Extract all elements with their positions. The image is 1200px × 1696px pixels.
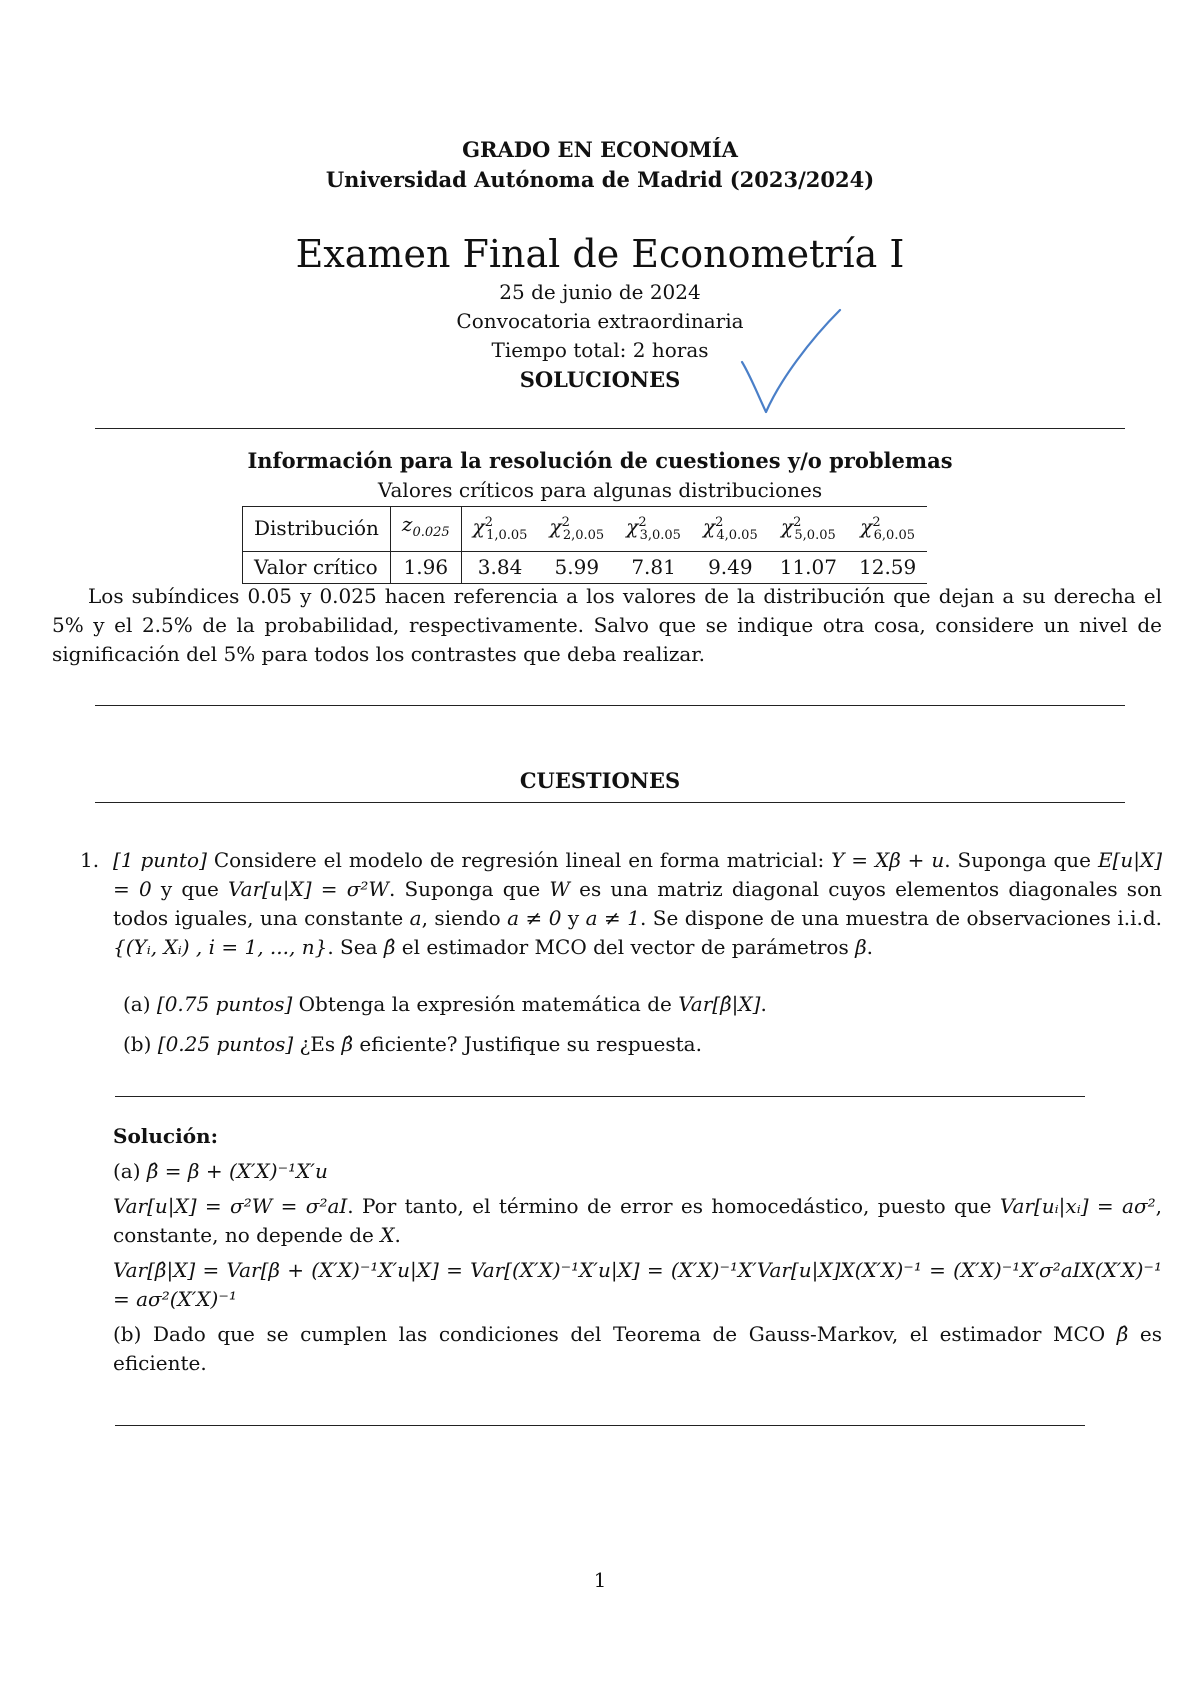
table-row-label: Distribución [243, 507, 391, 552]
university-heading: Universidad Autónoma de Madrid (2023/2024) [325, 167, 875, 192]
question-1b: (b) [0.25 puntos] ¿Es β̂ eficiente? Justifique su respuesta. [123, 1032, 702, 1056]
table-row-label: Valor crítico [243, 551, 391, 583]
exam-date: 25 de junio de 2024 [499, 280, 701, 304]
table-cell: 7.81 [631, 554, 676, 579]
table-row [243, 551, 928, 583]
checkmark-icon [740, 300, 850, 430]
solution-derivation: Var[β̂|X] = Var[β + (X′X)⁻¹X′u|X] = Var[(X′X)⁻¹X′u|X] = (X′X)⁻¹X′Var[u|X]X(X′X)⁻¹ = (X′X)⁻¹X′σ²aIX(X′X)⁻¹ = aσ²(X′X)⁻¹ [113, 1258, 1162, 1311]
divider [95, 802, 1125, 803]
solution-line-a: (a) β̂ = β + (X′X)⁻¹X′u [113, 1159, 328, 1183]
solution-paragraph: Var[u|X] = σ²W = σ²aI. Por tanto, el término de error es homocedástico, puesto que Var[uᵢ|xᵢ] = aσ², constante, no depende de X. [113, 1194, 1162, 1247]
exam-session: Convocatoria extraordinaria [456, 309, 744, 333]
solution-block [113, 1122, 1162, 1378]
header-block [0, 135, 1200, 195]
table-header-cell: $\chi^2_{3,0.05}$ [615, 507, 692, 552]
question-points: [1 punto] [113, 848, 207, 872]
table-header-cell: $\chi^2_{4,0.05}$ [692, 507, 769, 552]
exam-time: Tiempo total: 2 horas [491, 338, 709, 362]
info-note: Los subíndices 0.05 y 0.025 hacen referencia a los valores de la distribución que dejan a su derecha el 5% y el 2.5% de la probabilidad, respectivamente. Salvo que se indique otra cosa, considere un nivel de significación del 5% para todos los contrastes que deba realizar. [52, 584, 1162, 666]
table-header-cell: $\chi^2_{6,0.05}$ [848, 507, 927, 552]
exam-details [0, 278, 1200, 394]
table-cell: 1.96 [390, 551, 461, 583]
table-header-cell: $\chi^2_{1,0.05}$ [461, 507, 538, 552]
table-cell: 5.99 [554, 554, 600, 579]
table-cell: 11.07 [779, 554, 837, 579]
page-number: 1 [593, 1568, 607, 1592]
table-cell: 3.84 [477, 554, 523, 579]
table-header-cell: $\chi^2_{2,0.05}$ [538, 507, 615, 552]
divider [115, 1425, 1085, 1426]
table-header-cell: $\chi^2_{5,0.05}$ [769, 507, 848, 552]
solution-part-b: (b) Dado que se cumplen las condiciones del Teorema de Gauss-Markov, el estimador MCO β̂ es eficiente. [113, 1322, 1162, 1375]
exam-title: Examen Final de Econometría I [295, 232, 905, 276]
table-caption: Valores críticos para algunas distribuciones [377, 478, 823, 502]
degree-heading: GRADO EN ECONOMÍA [462, 137, 738, 162]
table-cell: 12.59 [859, 554, 917, 579]
table-row [243, 507, 928, 552]
solution-heading: Solución: [113, 1124, 218, 1148]
solutions-label: SOLUCIONES [519, 367, 681, 392]
divider [115, 1096, 1085, 1097]
divider [95, 705, 1125, 706]
table-header-cell: $z_{0.025}$ [390, 507, 461, 552]
question-body: [1 punto] Considere el modelo de regresión lineal en forma matricial: Y = Xβ + u. Suponga que E[u|X] = 0 y que Var[u|X] = σ²W. Suponga que W es una matriz diagonal cuyos elementos diagonales son todos iguales, una constante a, siendo a ≠ 0 y a ≠ 1. Se dispone de una muestra de observaciones i.i.d. {(Yᵢ, Xᵢ) , i = 1, ..., n}. Sea β̂ el estimador MCO del vector de parámetros β. [113, 848, 1163, 959]
critical-values-table [242, 506, 927, 584]
question-1 [80, 846, 1162, 962]
question-1a: (a) [0.75 puntos] Obtenga la expresión matemática de Var[β̂|X]. [123, 992, 767, 1016]
section-heading: CUESTIONES [519, 768, 681, 793]
question-number: 1. [80, 848, 100, 872]
divider [95, 428, 1125, 429]
info-heading: Información para la resolución de cuestiones y/o problemas [247, 448, 953, 473]
table-cell: 9.49 [708, 554, 753, 579]
